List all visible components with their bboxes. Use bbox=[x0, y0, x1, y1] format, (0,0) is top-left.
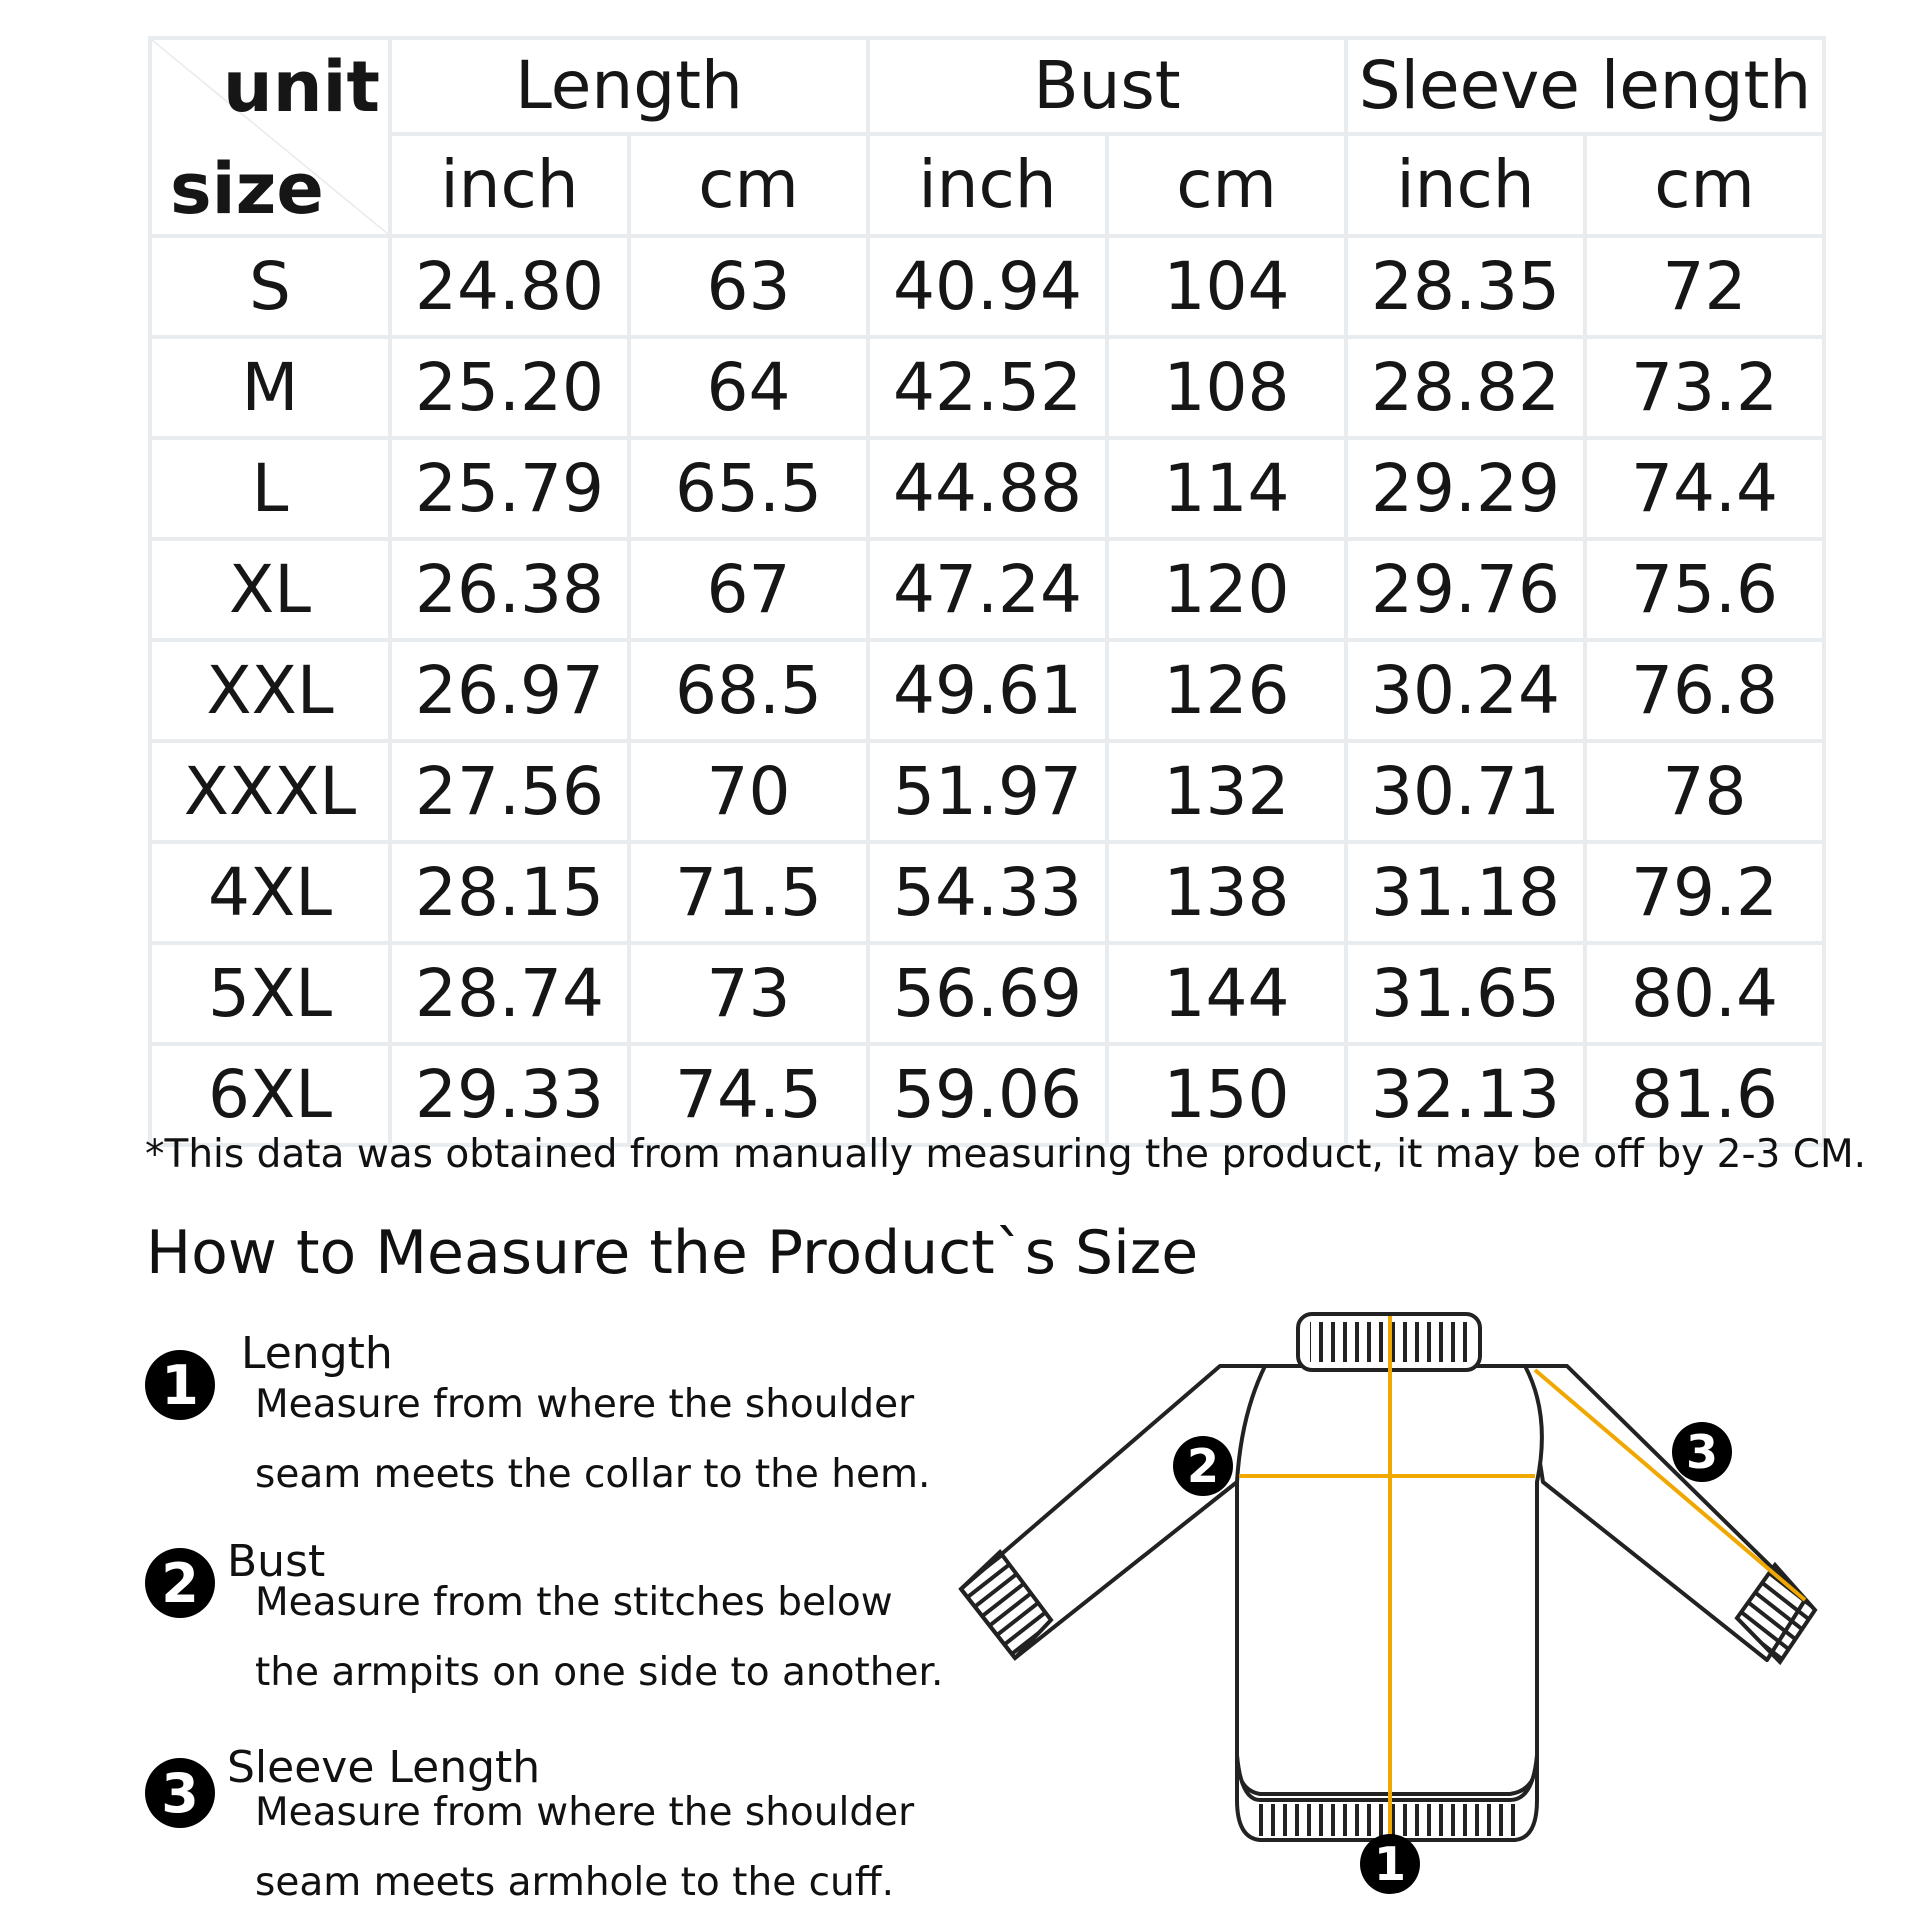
table-cell: 30.24 bbox=[1346, 640, 1585, 741]
size-chart-table bbox=[148, 36, 1826, 1147]
step-number-badge: 2 bbox=[145, 1548, 215, 1618]
size-cell: 4XL bbox=[150, 842, 390, 943]
table-cell: 65.5 bbox=[629, 438, 868, 539]
size-cell: L bbox=[150, 438, 390, 539]
unit-length-cm: cm bbox=[629, 134, 868, 236]
header-length: Length bbox=[390, 38, 868, 134]
table-cell: 74.4 bbox=[1585, 438, 1824, 539]
table-row bbox=[150, 943, 1824, 1044]
table-cell: 59.06 bbox=[868, 1044, 1107, 1145]
table-cell: 63 bbox=[629, 236, 868, 337]
step-label: Sleeve Length bbox=[227, 1742, 541, 1793]
table-cell: 27.56 bbox=[390, 741, 629, 842]
sweater-diagram bbox=[955, 1310, 1825, 1900]
table-cell: 44.88 bbox=[868, 438, 1107, 539]
table-cell: 40.94 bbox=[868, 236, 1107, 337]
table-cell: 51.97 bbox=[868, 741, 1107, 842]
table-cell: 32.13 bbox=[1346, 1044, 1585, 1145]
step-label: Length bbox=[241, 1328, 393, 1379]
table-cell: 26.38 bbox=[390, 539, 629, 640]
step-desc-line1: Measure from where the shoulder bbox=[255, 1382, 915, 1427]
table-cell: 26.97 bbox=[390, 640, 629, 741]
table-cell: 70 bbox=[629, 741, 868, 842]
sweater-icon bbox=[955, 1310, 1825, 1900]
step-desc-line2: seam meets the collar to the hem. bbox=[255, 1452, 931, 1497]
table-cell: 54.33 bbox=[868, 842, 1107, 943]
table-cell: 74.5 bbox=[629, 1044, 868, 1145]
size-cell: M bbox=[150, 337, 390, 438]
table-cell: 24.80 bbox=[390, 236, 629, 337]
size-chart-table-wrap bbox=[148, 36, 1822, 1133]
step-number-badge: 1 bbox=[145, 1350, 215, 1420]
table-cell: 49.61 bbox=[868, 640, 1107, 741]
table-cell: 150 bbox=[1107, 1044, 1346, 1145]
table-cell: 67 bbox=[629, 539, 868, 640]
step-number-badge: 3 bbox=[145, 1758, 215, 1828]
header-bust: Bust bbox=[868, 38, 1346, 134]
step-label: Bust bbox=[227, 1536, 326, 1587]
table-cell: 71.5 bbox=[629, 842, 868, 943]
step-desc-line2: the armpits on one side to another. bbox=[255, 1650, 944, 1695]
table-cell: 47.24 bbox=[868, 539, 1107, 640]
table-cell: 29.33 bbox=[390, 1044, 629, 1145]
unit-sleeve-inch: inch bbox=[1346, 134, 1585, 236]
table-cell: 79.2 bbox=[1585, 842, 1824, 943]
table-cell: 108 bbox=[1107, 337, 1346, 438]
hem-ribbing bbox=[1251, 1804, 1521, 1836]
table-cell: 29.76 bbox=[1346, 539, 1585, 640]
table-cell: 132 bbox=[1107, 741, 1346, 842]
table-cell: 120 bbox=[1107, 539, 1346, 640]
corner-size-label: size bbox=[170, 148, 324, 230]
table-cell: 25.79 bbox=[390, 438, 629, 539]
table-row bbox=[150, 741, 1824, 842]
table-cell: 72 bbox=[1585, 236, 1824, 337]
table-cell: 31.18 bbox=[1346, 842, 1585, 943]
size-cell: 5XL bbox=[150, 943, 390, 1044]
table-cell: 28.74 bbox=[390, 943, 629, 1044]
table-cell: 25.20 bbox=[390, 337, 629, 438]
table-cell: 42.52 bbox=[868, 337, 1107, 438]
step-desc-line1: Measure from where the shoulder bbox=[255, 1790, 915, 1835]
table-cell: 30.71 bbox=[1346, 741, 1585, 842]
table-cell: 64 bbox=[629, 337, 868, 438]
size-cell: S bbox=[150, 236, 390, 337]
table-cell: 28.15 bbox=[390, 842, 629, 943]
corner-unit-label: unit bbox=[222, 46, 380, 128]
table-corner-header bbox=[150, 38, 390, 236]
table-cell: 80.4 bbox=[1585, 943, 1824, 1044]
table-cell: 138 bbox=[1107, 842, 1346, 943]
header-sleeve-length: Sleeve length bbox=[1346, 38, 1824, 134]
size-cell: XXXL bbox=[150, 741, 390, 842]
table-cell: 76.8 bbox=[1585, 640, 1824, 741]
table-row bbox=[150, 236, 1824, 337]
measurement-disclaimer: *This data was obtained from manually measuring the product, it may be off by 2-3 CM. bbox=[145, 1132, 1867, 1177]
unit-length-inch: inch bbox=[390, 134, 629, 236]
unit-bust-inch: inch bbox=[868, 134, 1107, 236]
table-cell: 29.29 bbox=[1346, 438, 1585, 539]
size-cell: XL bbox=[150, 539, 390, 640]
table-row bbox=[150, 1044, 1824, 1145]
table-row bbox=[150, 539, 1824, 640]
table-cell: 73 bbox=[629, 943, 868, 1044]
table-cell: 28.35 bbox=[1346, 236, 1585, 337]
table-cell: 81.6 bbox=[1585, 1044, 1824, 1145]
table-cell: 104 bbox=[1107, 236, 1346, 337]
unit-sleeve-cm: cm bbox=[1585, 134, 1824, 236]
table-cell: 31.65 bbox=[1346, 943, 1585, 1044]
size-cell: XXL bbox=[150, 640, 390, 741]
table-cell: 28.82 bbox=[1346, 337, 1585, 438]
table-cell: 144 bbox=[1107, 943, 1346, 1044]
how-to-measure-title: How to Measure the Product`s Size bbox=[146, 1218, 1199, 1288]
step-desc-line2: seam meets armhole to the cuff. bbox=[255, 1860, 895, 1905]
table-cell: 126 bbox=[1107, 640, 1346, 741]
badge-bust: 2 bbox=[1173, 1436, 1233, 1496]
table-cell: 114 bbox=[1107, 438, 1346, 539]
table-row bbox=[150, 842, 1824, 943]
table-cell: 75.6 bbox=[1585, 539, 1824, 640]
table-row bbox=[150, 337, 1824, 438]
table-cell: 68.5 bbox=[629, 640, 868, 741]
table-cell: 56.69 bbox=[868, 943, 1107, 1044]
step-desc-line1: Measure from the stitches below bbox=[255, 1580, 893, 1625]
table-cell: 78 bbox=[1585, 741, 1824, 842]
table-row bbox=[150, 640, 1824, 741]
size-cell: 6XL bbox=[150, 1044, 390, 1145]
table-cell: 73.2 bbox=[1585, 337, 1824, 438]
unit-bust-cm: cm bbox=[1107, 134, 1346, 236]
table-row bbox=[150, 438, 1824, 539]
badge-sleeve-length: 3 bbox=[1672, 1422, 1732, 1482]
badge-length: 1 bbox=[1360, 1834, 1420, 1894]
